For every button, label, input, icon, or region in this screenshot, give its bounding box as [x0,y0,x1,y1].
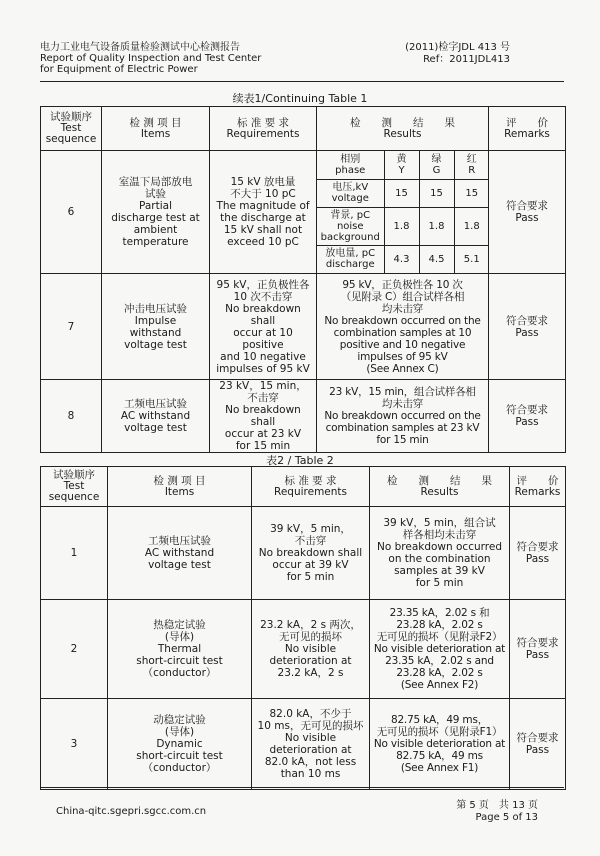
table2-row-3 [41,699,566,790]
table1-row6-item: 室温下局部放电 试验 Partial discharge test at ambient temperature [102,151,210,274]
pd-background-r: 1.8 [454,207,489,245]
table1-row6-requirement: 15 kV 放电量 不大于 10 pC The magnitude of the discharge at 15 kV shall not exceed 10 pC [210,151,317,274]
table2-header-row [41,467,566,507]
table1-row8-seq: 8 [41,380,102,453]
pd-background-y: 1.8 [384,207,419,245]
table2-row3-result: 82.75 kA，49 ms， 无可见的损坏（见附录F1） No visible deterioration at 82.75 kA，49 ms (See Annex F1) [370,699,510,790]
pd-voltage-r: 15 [454,179,489,207]
table1-row7-result: 95 kV，正负极性各 10 次 （见附录 C）组合试样各相 均未击穿 No breakdown occurred on the combination samples at 10 positive and 10 negative impulses of 95 kV (See Annex C) [317,274,489,380]
table1-row7-requirement: 95 kV，正负极性各 10 次不击穿 No breakdown shall occur at 10 positive and 10 negative impulses of 95 kV [210,274,317,380]
table2-header-items: 检 测 项 目 Items [108,467,252,507]
table1-caption: 续表1/Continuing Table 1 [232,92,368,105]
table1-row6-results [317,151,489,274]
pd-voltage-label: 电压,kV voltage [317,179,384,207]
table1-row7-remark: 符合要求 Pass [489,274,566,380]
table1-row-7 [41,274,566,380]
pd-background-row [317,207,489,245]
table2-header-results: 检 测 结 果 Results [370,467,510,507]
report-header-right [405,42,510,66]
table2-row3-item: 动稳定试验 (导体) Dynamic short-circuit test （conductor） [108,699,252,790]
table2-header-seq: 试验顺序 Test sequence [41,467,108,507]
pd-phase-green: 绿 G [419,151,454,179]
page-number-en: Page 5 of 13 [475,812,538,823]
pd-background-g: 1.8 [419,207,454,245]
table2-row1-remark: 符合要求 Pass [510,507,566,600]
pd-discharge-row [317,245,489,273]
table1-header-remarks: 评 价 Remarks [489,107,566,151]
table2-row1-result: 39 kV，5 min，组合试 样各相均未击穿 No breakdown occurred on the combination samples at 39 kV for 5 min [370,507,510,600]
org-name-cn: 电力工业电气设备质量检验测试中心检测报告 [40,42,240,53]
table1-row8-remark: 符合要求 Pass [489,380,566,453]
table1-header-requirements: 标 准 要 求 Requirements [210,107,317,151]
table2-header-remarks: 评 价 Remarks [510,467,566,507]
pd-phase-label: 相别 phase [317,151,384,179]
org-name-en-line1: Report of Quality Inspection and Test Center [40,53,262,64]
table2-row1-seq: 1 [41,507,108,600]
table2-row2-seq: 2 [41,600,108,699]
pd-phase-row [317,151,489,179]
page-number-cn: 第 5 页 共 13 页 [456,800,538,811]
table2-row2-requirement: 23.2 kA，2 s 两次， 无可见的损坏 No visible deterioration at 23.2 kA，2 s [252,600,370,699]
table1-row8-requirement: 23 kV，15 min， 不击穿 No breakdown shall occur at 23 kV for 15 min [210,380,317,453]
report-number-cn: (2011)检字JDL 413 号 [405,42,510,53]
table2-row3-seq: 3 [41,699,108,790]
footer-page-number [456,800,538,824]
table2-row3-requirement: 82.0 kA，不少于 10 ms，无可见的损坏 No visible deterioration at 82.0 kA，not less than 10 ms [252,699,370,790]
pd-voltage-row [317,179,489,207]
table2-row1-requirement: 39 kV，5 min， 不击穿 No breakdown shall occur at 39 kV for 5 min [252,507,370,600]
pd-phase-yellow: 黄 Y [384,151,419,179]
table1-header-seq: 试验顺序 Test sequence [41,107,102,151]
org-name-en-line2: for Equipment of Electric Power [40,64,198,75]
pd-voltage-g: 15 [419,179,454,207]
table1-header-results: 检 测 结 果 Results [317,107,489,151]
pd-discharge-r: 5.1 [463,253,480,265]
table1 [40,106,566,453]
table2-caption: 表2 / Table 2 [266,454,334,467]
table1-header-items: 检 测 项 目 Items [102,107,210,151]
table1-row8-item: 工频电压试验 AC withstand voltage test [102,380,210,453]
report-header-left [40,42,261,75]
pd-discharge-g: 4.5 [419,245,454,273]
table1-header-row [41,107,566,151]
table1-row8-result: 23 kV，15 min，组合试样各相 均未击穿 No breakdown occurred on the combination samples at 23 kV for 15 min [317,380,489,453]
table1-row7-item: 冲击电压试验 Impulse withstand voltage test [102,274,210,380]
pd-discharge-y: 4.3 [384,245,419,273]
pd-background-label: 背景, pC noise background [317,207,384,245]
table1-row6-seq: 6 [41,151,102,274]
table2-row2-remark: 符合要求 Pass [510,600,566,699]
partial-discharge-results-grid [317,151,489,273]
footer-divider [40,787,564,788]
table2-row1-item: 工频电压试验 AC withstand voltage test [108,507,252,600]
table1-row7-seq: 7 [41,274,102,380]
table1-row-6 [41,151,566,274]
table2-row-1 [41,507,566,600]
pd-phase-red: 红 R [454,151,489,179]
report-number-en: Ref：2011JDL413 [423,54,510,65]
pd-voltage-y: 15 [384,179,419,207]
header-divider [40,81,564,82]
footer-website: China-qitc.sgepri.sgcc.com.cn [56,806,207,817]
pd-discharge-label: 放电量, pC discharge [317,245,384,273]
table2-row3-remark: 符合要求 Pass [510,699,566,790]
table2-header-requirements: 标 准 要 求 Requirements [252,467,370,507]
table2-row2-item: 热稳定试验 (导体) Thermal short-circuit test （conductor） [108,600,252,699]
table1-row6-remark: 符合要求 Pass [489,151,566,274]
table2 [40,466,566,790]
table2-row-2 [41,600,566,699]
table2-row2-result: 23.35 kA，2.02 s 和 23.28 kA，2.02 s 无可见的损坏（见附录F2） No visible deterioration at 23.35 kA，2.02 s and 23.28 kA，2.02 s (See Annex F2) [370,600,510,699]
table1-row-8 [41,380,566,453]
